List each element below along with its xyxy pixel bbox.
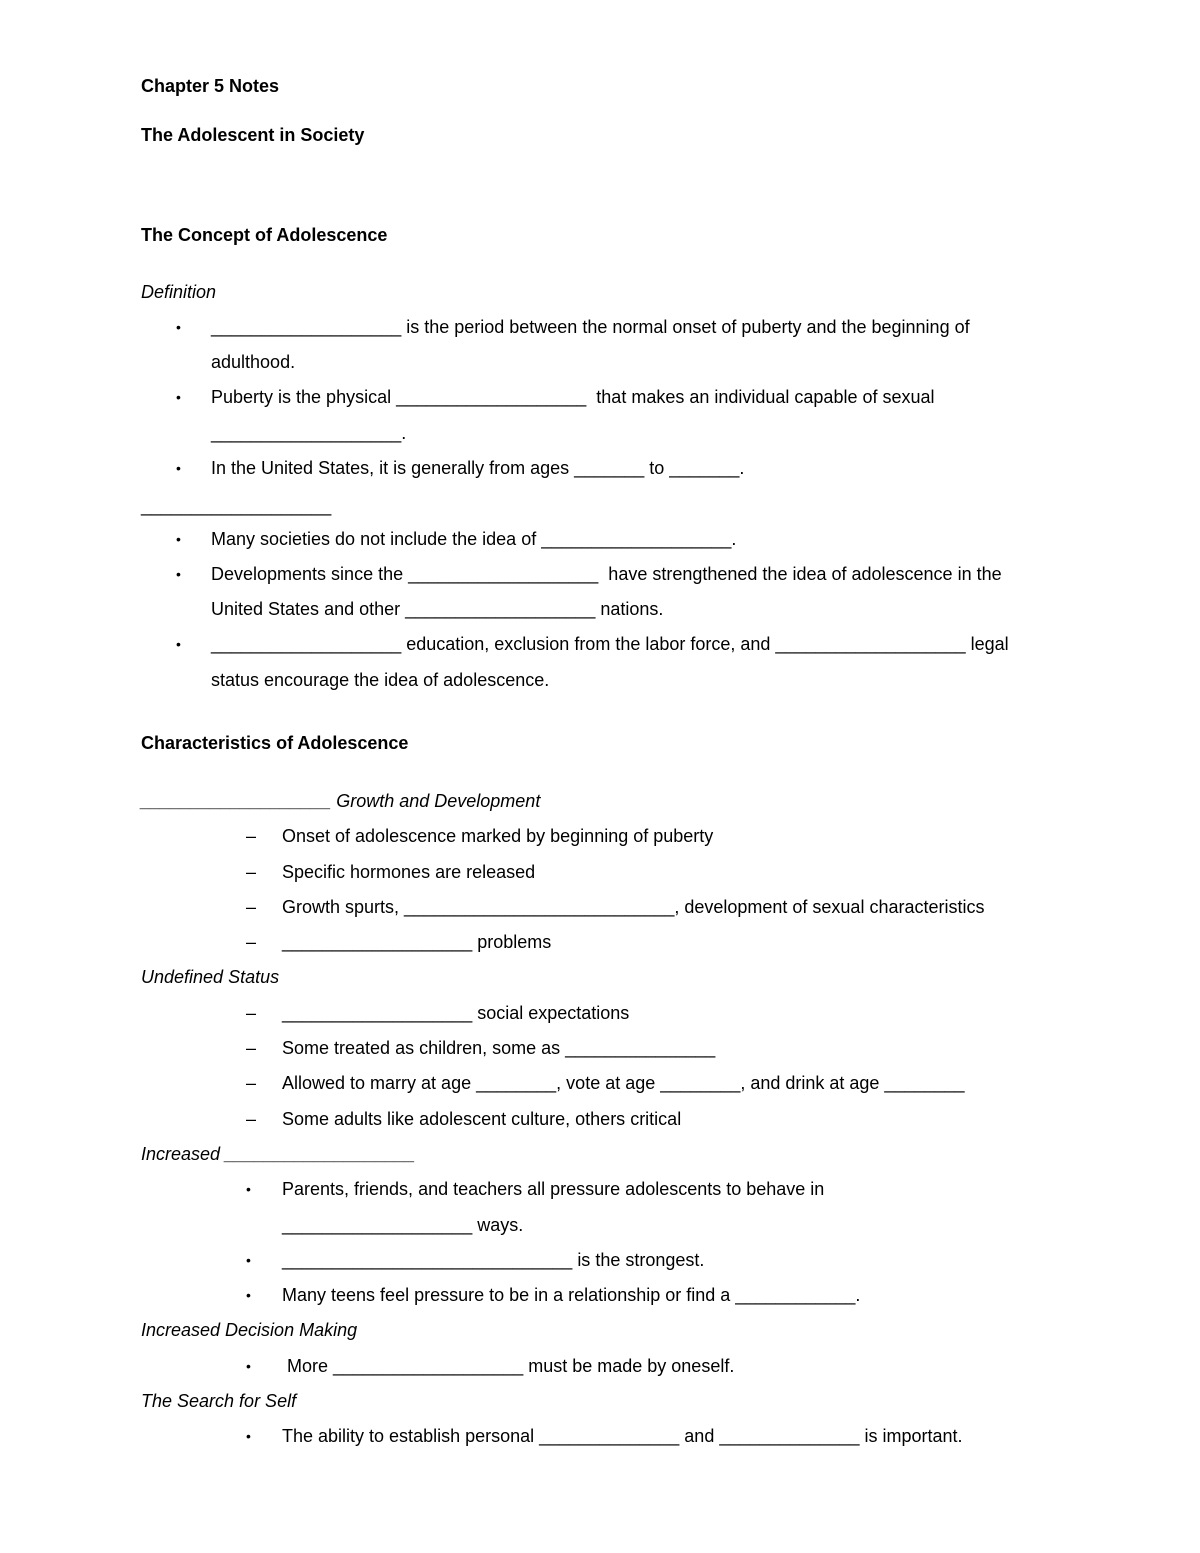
subheading-search-for-self: The Search for Self	[141, 1391, 297, 1411]
dash-icon: –	[246, 1003, 257, 1023]
list-item: Growth spurts, ___________________________, development of sexual characteristics	[282, 897, 985, 917]
blank-heading: ___________________	[141, 496, 332, 516]
bullet-icon: •	[176, 636, 181, 652]
list-item: Developments since the ___________________ have strengthened the idea of adolescence in the	[211, 564, 1002, 584]
list-item: Some treated as children, some as _______________	[282, 1038, 716, 1058]
list-item: _____________________________ is the strongest.	[282, 1250, 705, 1270]
subheading-undefined-status: Undefined Status	[141, 967, 280, 987]
subheading-definition: Definition	[141, 282, 217, 302]
bullet-icon: •	[246, 1181, 251, 1197]
list-item-continuation: United States and other ___________________ nations.	[211, 599, 664, 619]
list-item: ___________________ is the period between the normal onset of puberty and the beginning of	[211, 317, 970, 337]
bullet-icon: •	[176, 531, 181, 547]
list-item: Specific hormones are released	[282, 862, 536, 882]
dash-icon: –	[246, 1038, 257, 1058]
list-item: The ability to establish personal ______________ and ______________ is important.	[282, 1426, 963, 1446]
subheading-increased: Increased ___________________	[141, 1144, 416, 1164]
list-item: Some adults like adolescent culture, others critical	[282, 1109, 682, 1129]
bullet-icon: •	[246, 1358, 251, 1374]
dash-icon: –	[246, 862, 257, 882]
dash-icon: –	[246, 826, 257, 846]
list-item-continuation: ___________________ ways.	[282, 1215, 524, 1235]
section-heading-concept: The Concept of Adolescence	[141, 225, 388, 245]
bullet-icon: •	[176, 389, 181, 405]
list-item: Many societies do not include the idea of ___________________.	[211, 529, 737, 549]
bullet-icon: •	[246, 1252, 251, 1268]
dash-icon: –	[246, 932, 257, 952]
list-item: Puberty is the physical ___________________ that makes an individual capable of sexual	[211, 387, 935, 407]
dash-icon: –	[246, 1073, 257, 1093]
list-item-continuation: status encourage the idea of adolescence.	[211, 670, 550, 690]
bullet-icon: •	[176, 460, 181, 476]
dash-icon: –	[246, 1109, 257, 1129]
list-item: Onset of adolescence marked by beginning of puberty	[282, 826, 714, 846]
list-item-continuation: adulthood.	[211, 352, 296, 372]
list-item: ___________________ education, exclusion from the labor force, and ___________________ legal	[211, 634, 1009, 654]
list-item: In the United States, it is generally from ages _______ to _______.	[211, 458, 745, 478]
bullet-icon: •	[176, 319, 181, 335]
bullet-icon: •	[176, 566, 181, 582]
list-item-continuation: ___________________.	[211, 423, 407, 443]
section-heading-characteristics: Characteristics of Adolescence	[141, 733, 409, 753]
list-item: Parents, friends, and teachers all pressure adolescents to behave in	[282, 1179, 825, 1199]
dash-icon: –	[246, 897, 257, 917]
list-item: Allowed to marry at age ________, vote at age ________, and drink at age ________	[282, 1073, 965, 1093]
bullet-icon: •	[246, 1428, 251, 1444]
subheading-decision-making: Increased Decision Making	[141, 1320, 358, 1340]
subheading-growth: ___________________ Growth and Development	[141, 791, 541, 811]
document-subtitle: The Adolescent in Society	[141, 125, 365, 145]
chapter-title: Chapter 5 Notes	[141, 76, 280, 96]
bullet-icon: •	[246, 1287, 251, 1303]
list-item: ___________________ problems	[282, 932, 552, 952]
list-item: ___________________ social expectations	[282, 1003, 630, 1023]
list-item: Many teens feel pressure to be in a relationship or find a ____________.	[282, 1285, 861, 1305]
list-item: More ___________________ must be made by oneself.	[282, 1356, 735, 1376]
